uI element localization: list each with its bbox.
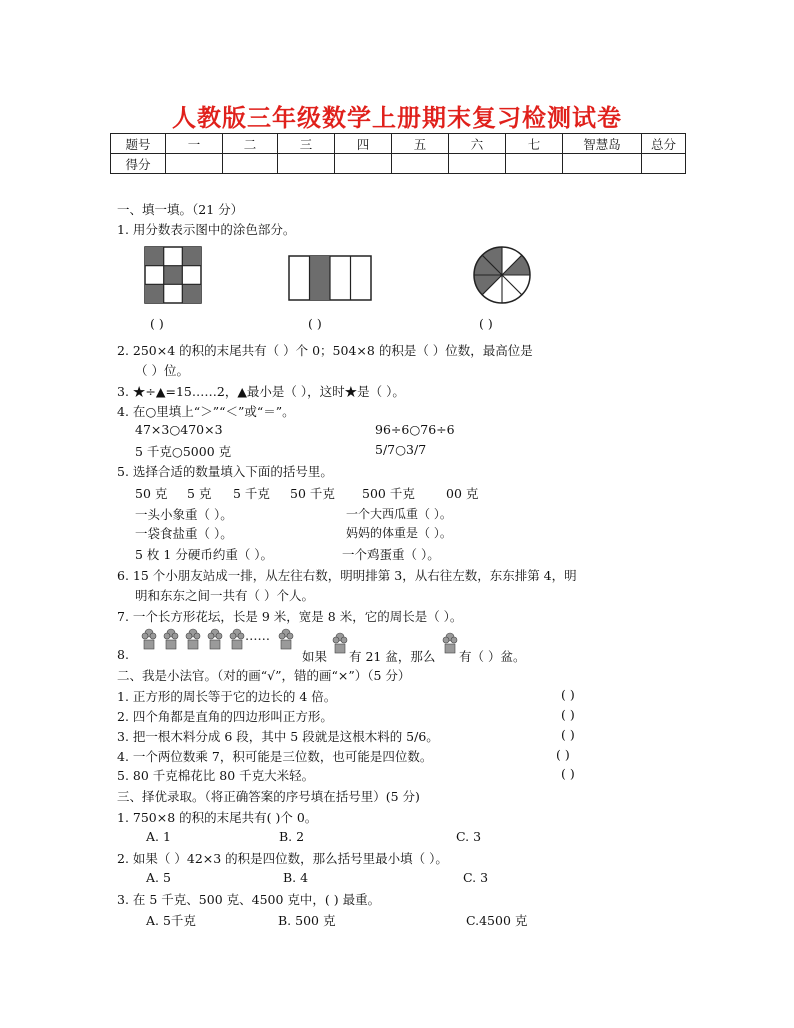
unit-option: 50 克 <box>135 486 168 501</box>
flower-pot-icon <box>276 627 296 651</box>
compare-item: 47×3○470×3 <box>135 422 223 437</box>
score-table <box>110 133 686 174</box>
fill-item: 一袋食盐重（ ）。 <box>135 526 233 541</box>
answer-blank[interactable]: ( ) <box>150 316 164 331</box>
flower-pot-icon <box>330 631 350 655</box>
question-2-line1: 2. 250×4 的积的末尾共有（ ）个 0；504×8 的积是（ ）位数，最高位是 <box>117 343 533 358</box>
score-header-cell: 四 <box>335 134 392 154</box>
choice-question-1: 1. 750×8 的积的末尾共有( )个 0。 <box>117 810 318 825</box>
choice-option[interactable]: A. 1 <box>146 829 171 844</box>
judge-item: 3. 把一根木料分成 6 段，其中 5 段就是这根木料的 5/6。 <box>117 729 439 744</box>
flower-pot-row <box>140 627 252 655</box>
score-cell <box>642 154 686 174</box>
score-cell <box>166 154 223 174</box>
answer-blank[interactable]: ( ) <box>479 316 493 331</box>
score-cell <box>506 154 563 174</box>
choice-option[interactable]: B. 2 <box>279 829 305 844</box>
question-8-text3: 有（ ）盆。 <box>459 649 526 664</box>
question-7: 7. 一个长方形花坛，长是 9 米，宽是 8 米，它的周长是（ ）。 <box>117 609 463 624</box>
question-4: 4. 在○里填上“＞”“＜”或“＝”。 <box>117 404 295 419</box>
score-value-row <box>111 154 686 174</box>
fill-item: 5 枚 1 分硬币约重（ ）。 <box>135 547 274 562</box>
choice-option[interactable]: B. 500 克 <box>278 913 336 928</box>
unit-option: 00 克 <box>446 486 479 501</box>
page-title: 人教版三年级数学上册期末复习检测试卷 <box>172 103 622 132</box>
question-5: 5. 选择合适的数量填入下面的括号里。 <box>117 464 333 479</box>
score-header-cell: 七 <box>506 134 563 154</box>
score-header-cell: 总分 <box>642 134 686 154</box>
choice-option[interactable]: C.4500 克 <box>466 913 528 928</box>
flower-ellipsis: …… <box>245 628 270 643</box>
score-cell <box>223 154 278 174</box>
score-header-cell: 智慧岛 <box>563 134 642 154</box>
answer-blank[interactable]: ( ) <box>308 316 322 331</box>
score-header-cell: 三 <box>278 134 335 154</box>
score-cell <box>449 154 506 174</box>
compare-item: 96÷6○76÷6 <box>375 422 455 437</box>
score-row-label: 得分 <box>111 154 166 174</box>
score-header-cell: 题号 <box>111 134 166 154</box>
fill-item: 妈妈的体重是（ ）。 <box>346 526 452 540</box>
strip-rectangle-figure <box>288 255 372 301</box>
judge-blank[interactable]: ( ) <box>561 727 575 742</box>
score-cell <box>335 154 392 174</box>
score-header-cell: 五 <box>392 134 449 154</box>
score-header-cell: 六 <box>449 134 506 154</box>
checker-grid-figure <box>144 246 202 304</box>
question-8-number: 8. <box>117 647 129 662</box>
flower-pot-icon <box>440 631 460 655</box>
flower-pots-icon <box>140 627 252 651</box>
question-6-line1: 6. 15 个小朋友站成一排，从左往右数，明明排第 3，从右往左数，东东排第 4，明 <box>117 568 577 583</box>
unit-option: 50 千克 <box>290 486 335 501</box>
question-1: 1. 用分数表示图中的涂色部分。 <box>117 222 296 237</box>
score-header-row <box>111 134 686 154</box>
score-cell <box>392 154 449 174</box>
judge-item: 4. 一个两位数乘 7，积可能是三位数，也可能是四位数。 <box>117 749 433 764</box>
judge-item: 1. 正方形的周长等于它的边长的 4 倍。 <box>117 689 337 704</box>
judge-blank[interactable]: ( ) <box>561 766 575 781</box>
score-header-cell: 一 <box>166 134 223 154</box>
question-3: 3. ★÷▲=15……2，▲最小是（ ），这时★是（ ）。 <box>117 384 405 399</box>
score-header-cell: 二 <box>223 134 278 154</box>
fill-item: 一个大西瓜重（ ）。 <box>346 507 452 521</box>
judge-blank[interactable]: ( ) <box>556 747 570 762</box>
choice-question-3: 3. 在 5 千克、500 克、4500 克中，( ) 最重。 <box>117 892 381 907</box>
unit-option: 5 克 <box>187 486 212 501</box>
judge-blank[interactable]: ( ) <box>561 707 575 722</box>
choice-option[interactable]: C. 3 <box>463 870 489 885</box>
pie-circle-figure <box>472 245 532 305</box>
judge-blank[interactable]: ( ) <box>561 687 575 702</box>
choice-option[interactable]: C. 3 <box>456 829 482 844</box>
score-cell <box>563 154 642 174</box>
unit-option: 5 千克 <box>233 486 270 501</box>
choice-option[interactable]: A. 5 <box>146 870 171 885</box>
score-cell <box>278 154 335 174</box>
judge-item: 5. 80 千克棉花比 80 千克大米轻。 <box>117 768 315 783</box>
question-6-line2: 明和东东之间一共有（ ）个人。 <box>135 588 314 603</box>
question-8-text1: 如果 <box>302 649 328 664</box>
section3-heading: 三、择优录取。（将正确答案的序号填在括号里）(5 分) <box>117 789 420 804</box>
fill-item: 一头小象重（ ）。 <box>135 507 233 522</box>
question-8-text2: 有 21 盆，那么 <box>349 649 436 664</box>
compare-item: 5 千克○5000 克 <box>135 444 232 459</box>
question-2-line2: （ ）位。 <box>135 363 189 378</box>
section2-heading: 二、我是小法官。（对的画“√”，错的画“×”）（5 分） <box>117 668 411 683</box>
choice-option[interactable]: A. 5千克 <box>146 913 196 928</box>
choice-option[interactable]: B. 4 <box>283 870 309 885</box>
choice-question-2: 2. 如果（ ）42×3 的积是四位数，那么括号里最小填（ ）。 <box>117 851 448 866</box>
section1-heading: 一、填一填。（21 分） <box>117 202 244 217</box>
judge-item: 2. 四个角都是直角的四边形叫正方形。 <box>117 709 333 724</box>
compare-item: 5/7○3/7 <box>375 442 427 457</box>
unit-option: 500 千克 <box>362 486 415 501</box>
fill-item: 一个鸡蛋重（ ）。 <box>342 547 440 562</box>
